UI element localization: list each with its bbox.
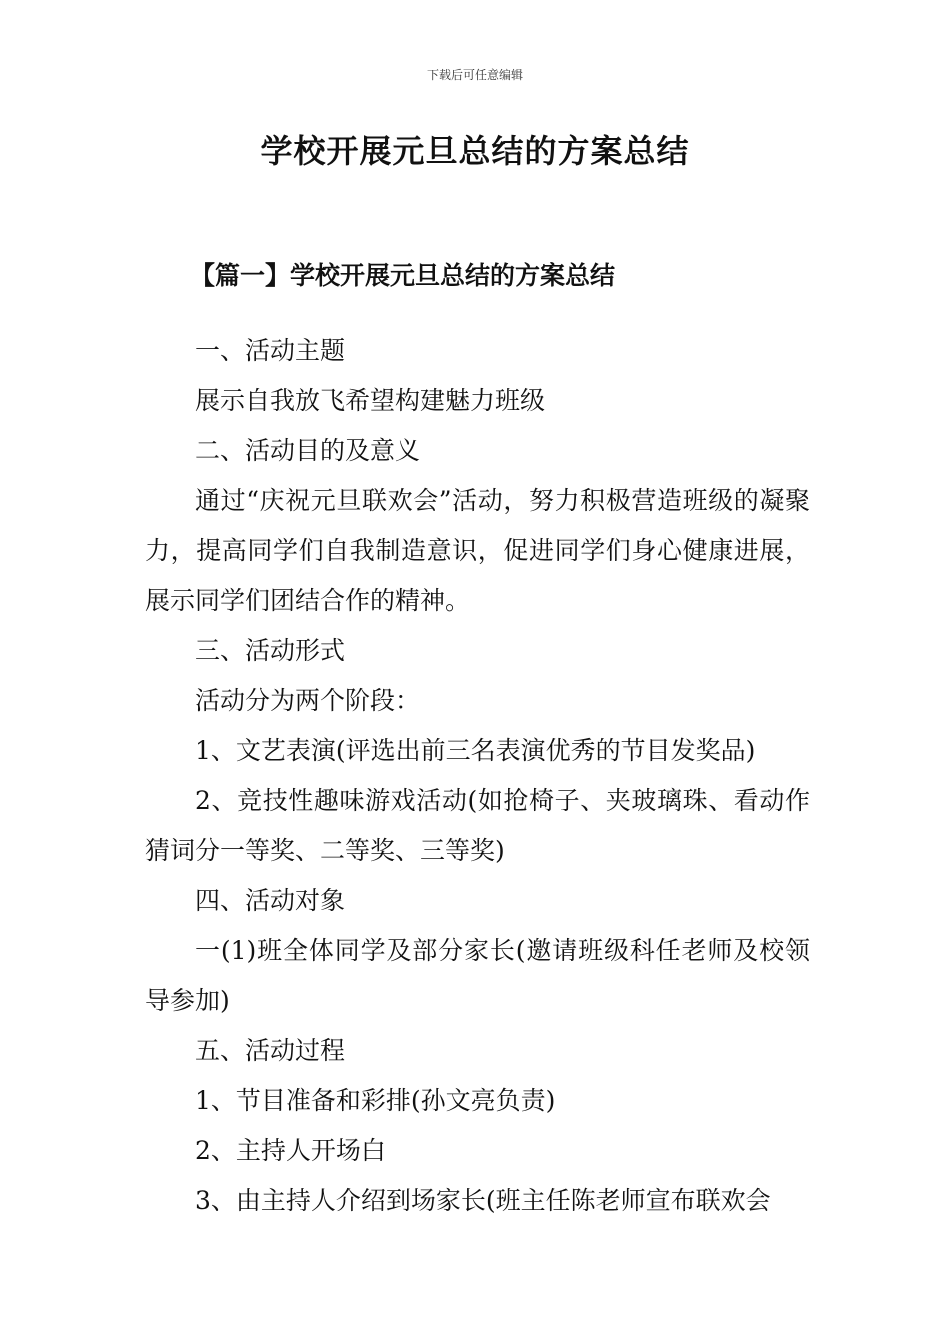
paragraph: 五、活动过程 [195, 1036, 346, 1065]
paragraph: 2、主持人开场白 [195, 1136, 386, 1165]
paragraph: 1、文艺表演(评选出前三名表演优秀的节目发奖品) [195, 736, 756, 765]
paragraph: 四、活动对象 [195, 886, 346, 915]
paragraph: 一(1)班全体同学及部分家长(邀请班级科任老师及校领导参加) [145, 936, 810, 1015]
paragraph: 一、活动主题 [195, 336, 346, 365]
paragraph: 三、活动形式 [195, 636, 346, 665]
paragraph: 通过“庆祝元旦联欢会”活动，努力积极营造班级的凝聚力，提高同学们自我制造意识，促进同学们身心健康进展，展示同学们团结合作的精神。 [145, 486, 810, 615]
paragraph: 展示自我放飞希望构建魅力班级 [195, 386, 546, 415]
document-title: 学校开展元旦总结的方案总结 [260, 132, 690, 170]
document-body [145, 326, 810, 1226]
section-heading: 【篇一】学校开展元旦总结的方案总结 [190, 261, 616, 290]
header-note: 下载后可任意编辑 [426, 68, 523, 82]
paragraph: 二、活动目的及意义 [195, 436, 421, 465]
paragraph: 1、节目准备和彩排(孙文亮负责) [195, 1086, 556, 1115]
paragraph: 2、竞技性趣味游戏活动(如抢椅子、夹玻璃珠、看动作猜词分一等奖、二等奖、三等奖) [145, 786, 810, 865]
paragraph: 活动分为两个阶段： [195, 686, 421, 715]
paragraph: 3、由主持人介绍到场家长(班主任陈老师宣布联欢会 [195, 1186, 771, 1215]
